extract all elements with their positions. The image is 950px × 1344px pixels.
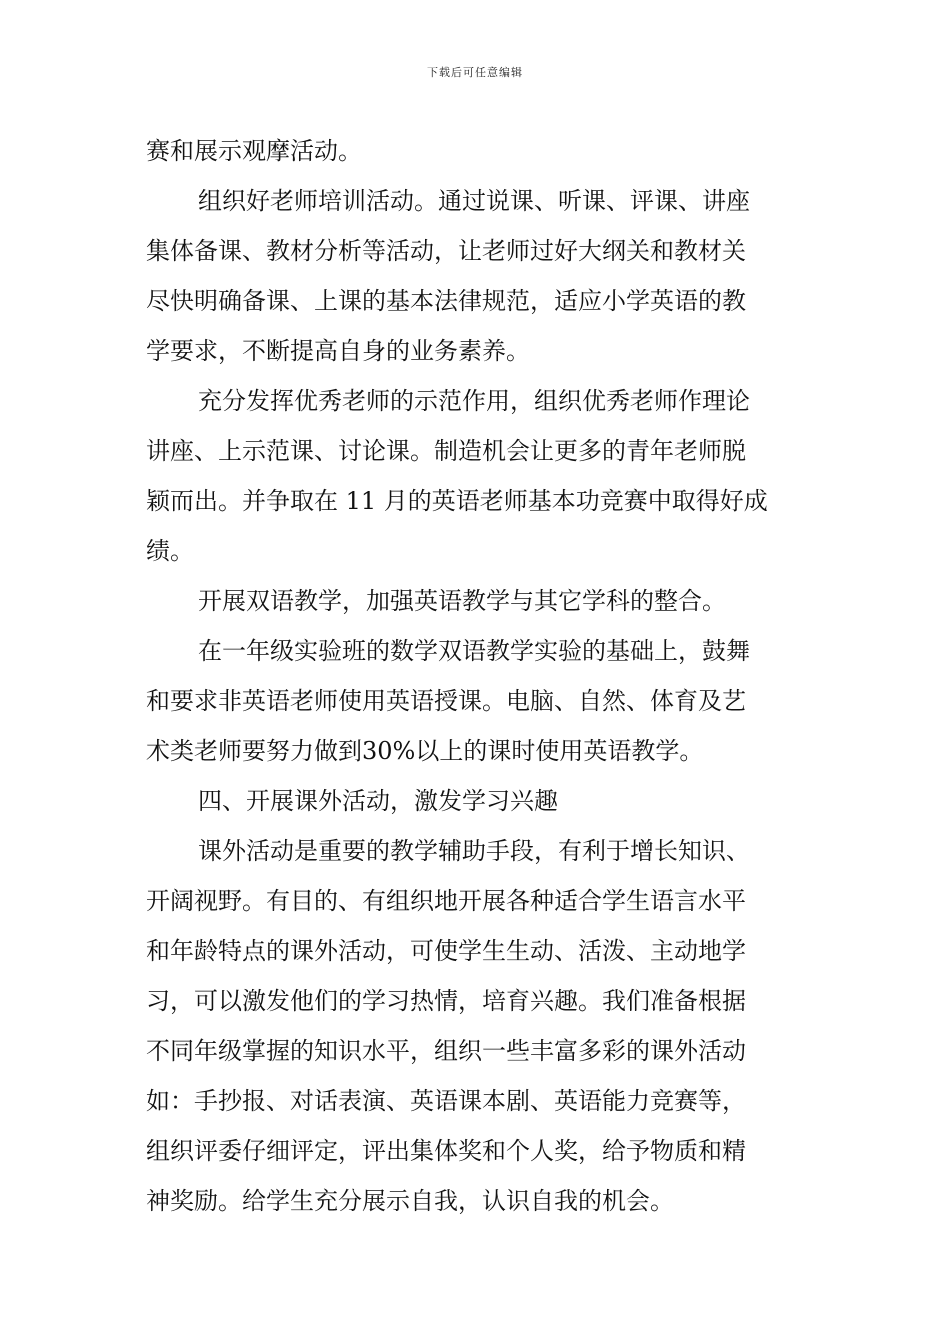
text-line: 赛和展示观摩活动。 — [146, 137, 362, 165]
page-header: 下载后可任意编辑 — [427, 66, 523, 79]
text-line: 颖而出。并争取在 11 月的英语老师基本功竞赛中取得好成 — [146, 487, 768, 515]
text-line: 习，可以激发他们的学习热情，培育兴趣。我们准备根据 — [146, 987, 746, 1015]
text-line: 如：手抄报、对话表演、英语课本剧、英语能力竞赛等， — [146, 1087, 746, 1115]
text-line: 集体备课、教材分析等活动，让老师过好大纲关和教材关 — [146, 237, 746, 265]
text-line: 组织评委仔细评定，评出集体奖和个人奖，给予物质和精 — [146, 1137, 746, 1165]
text-line: 开阔视野。有目的、有组织地开展各种适合学生语言水平 — [146, 887, 746, 915]
paragraph-first-line: 课外活动是重要的教学辅助手段，有利于增长知识、 — [198, 837, 750, 865]
document-body — [146, 126, 818, 1226]
section-heading: 四、开展课外活动，激发学习兴趣 — [198, 787, 558, 815]
text-line: 讲座、上示范课、讨论课。制造机会让更多的青年老师脱 — [146, 437, 746, 465]
text-line: 和要求非英语老师使用英语授课。电脑、自然、体育及艺 — [146, 687, 746, 715]
text-line: 学要求，不断提高自身的业务素养。 — [146, 337, 530, 365]
paragraph-first-line: 组织好老师培训活动。通过说课、听课、评课、讲座 — [198, 187, 750, 215]
text-line: 神奖励。给学生充分展示自我，认识自我的机会。 — [146, 1187, 674, 1215]
text-line: 不同年级掌握的知识水平，组织一些丰富多彩的课外活动 — [146, 1037, 746, 1065]
text-line: 术类老师要努力做到30%以上的课时使用英语教学。 — [146, 737, 704, 765]
paragraph-first-line: 在一年级实验班的数学双语教学实验的基础上，鼓舞 — [198, 637, 750, 665]
paragraph-first-line: 充分发挥优秀老师的示范作用，组织优秀老师作理论 — [198, 387, 750, 415]
paragraph-first-line: 开展双语教学，加强英语教学与其它学科的整合。 — [198, 587, 726, 615]
text-line: 绩。 — [146, 537, 194, 565]
text-line: 和年龄特点的课外活动，可使学生生动、活泼、主动地学 — [146, 937, 746, 965]
text-line: 尽快明确备课、上课的基本法律规范，适应小学英语的教 — [146, 287, 746, 315]
